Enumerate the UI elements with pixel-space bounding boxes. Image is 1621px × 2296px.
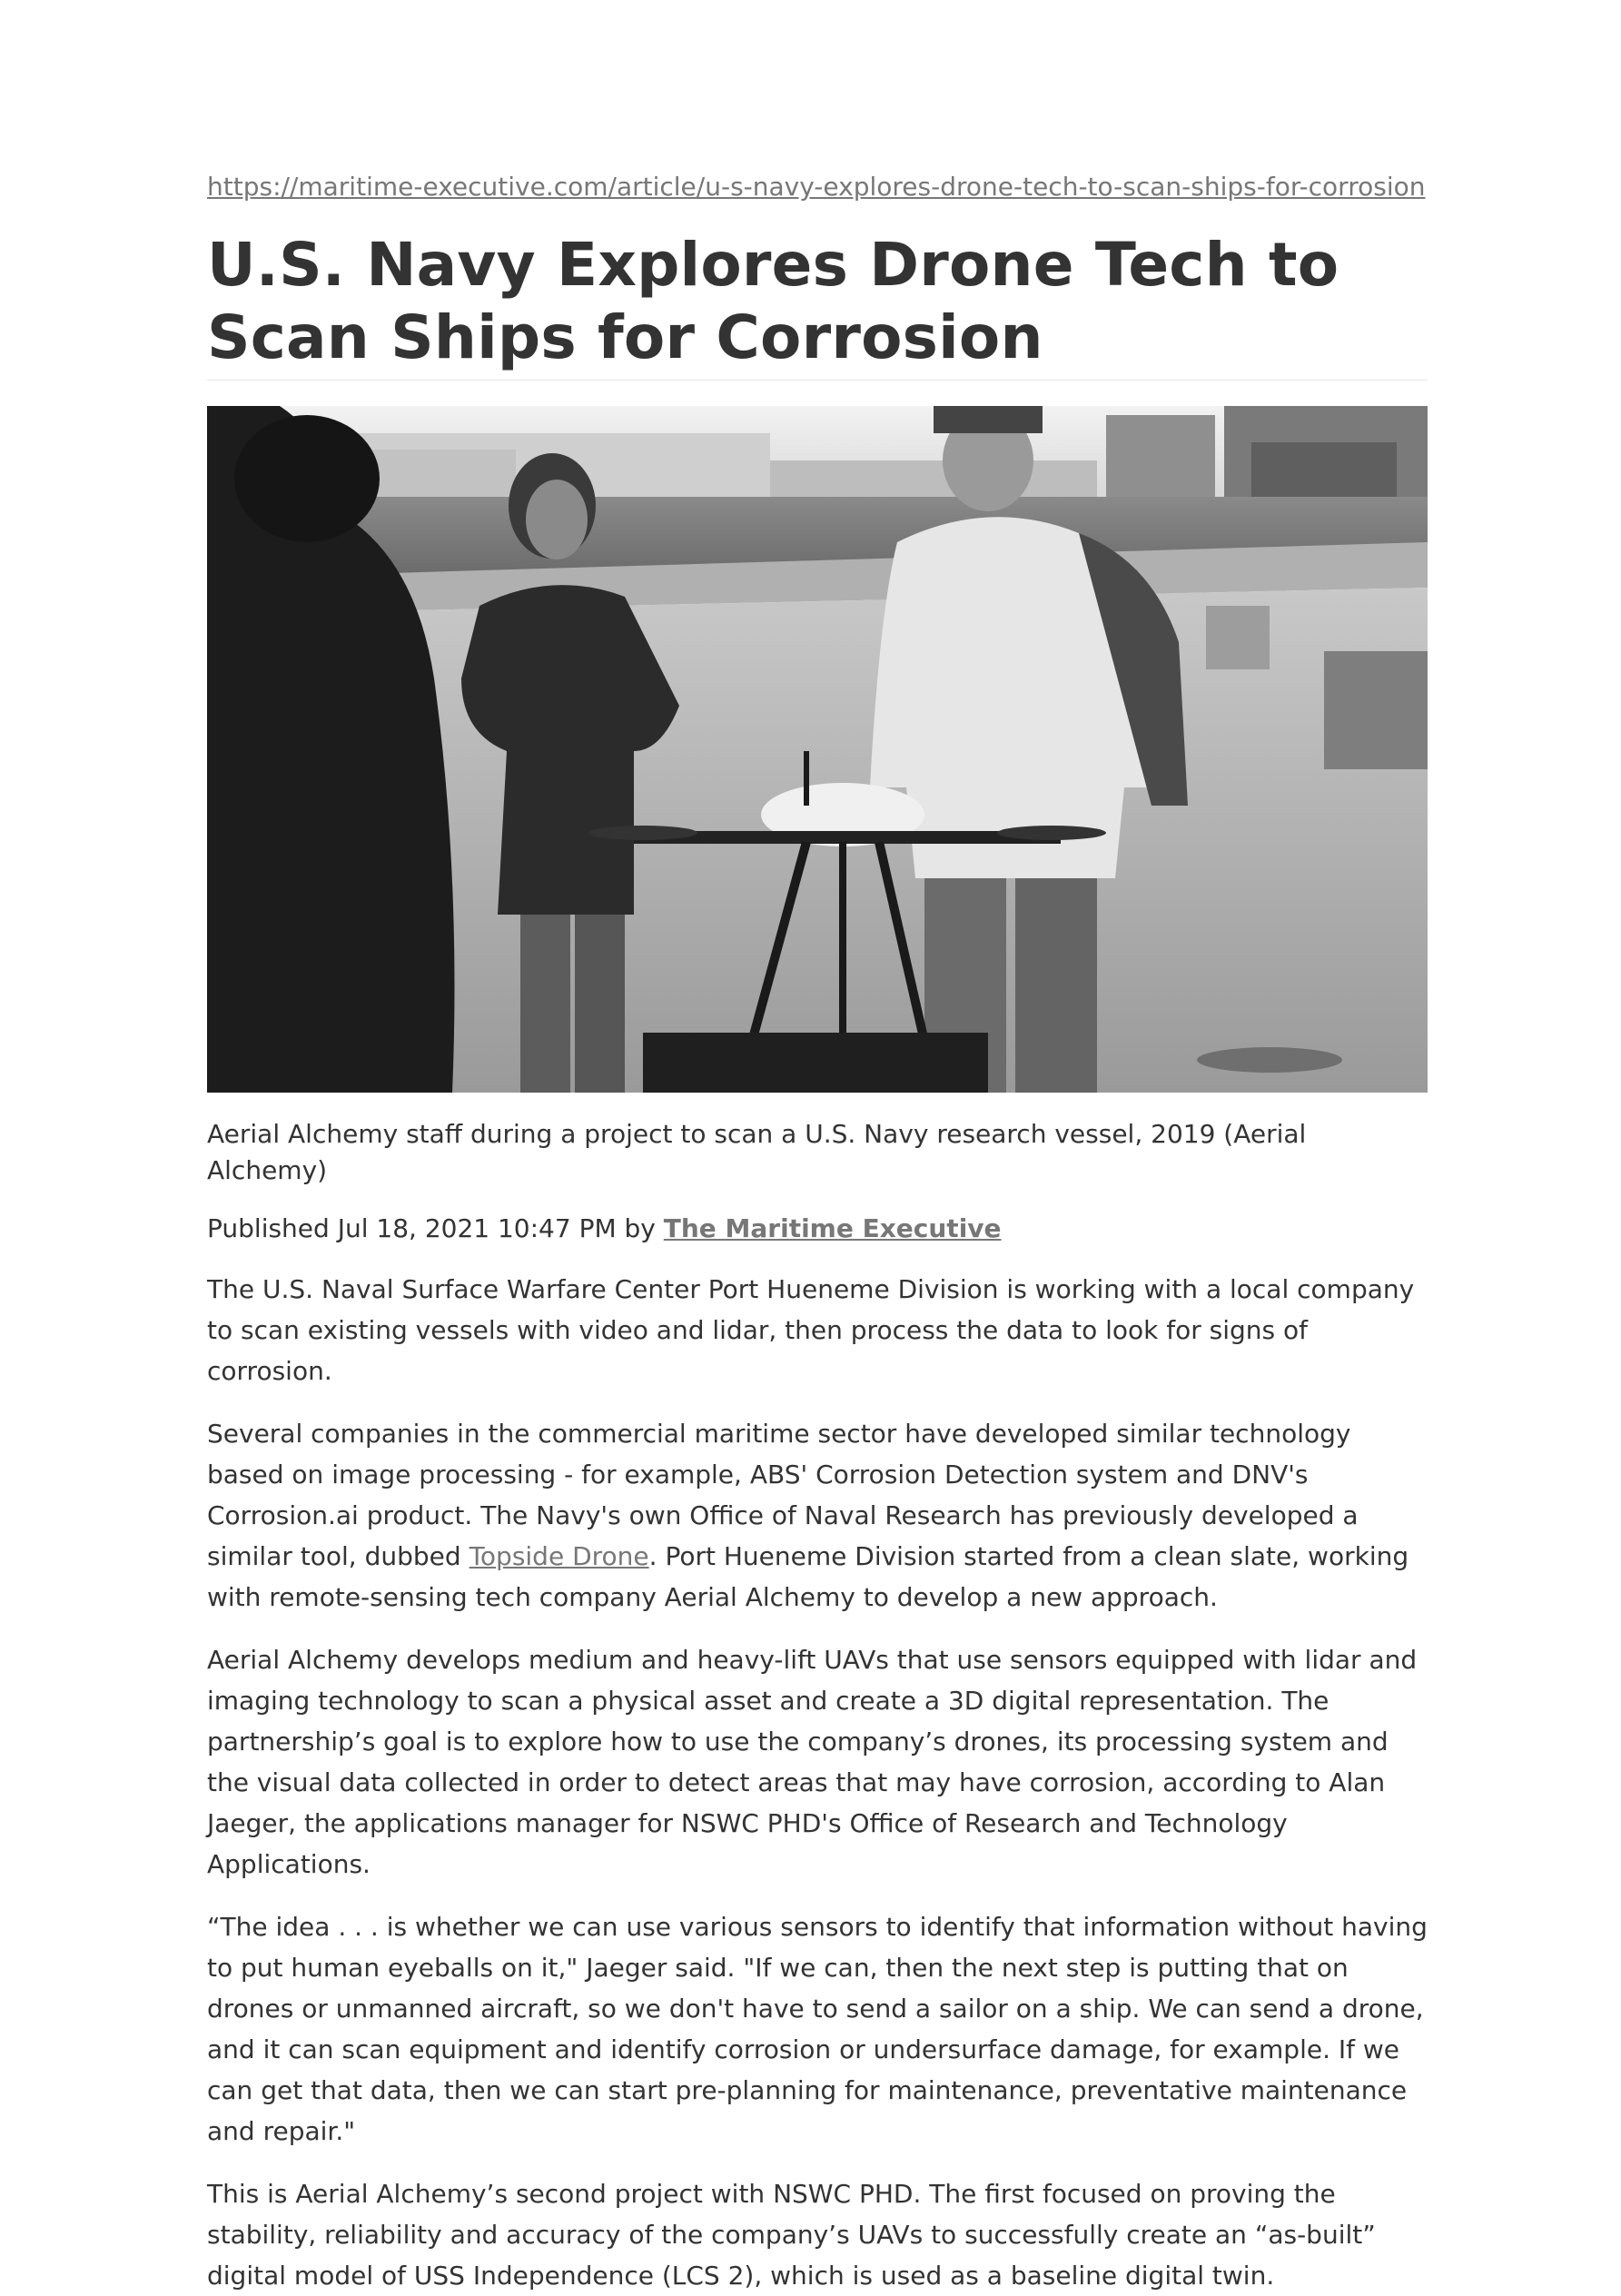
source-url-link[interactable]: https://maritime-executive.com/article/u-s-navy-explores-drone-tech-to-scan-ships-for-corrosion: [207, 172, 1426, 202]
paragraph-1: The U.S. Naval Surface Warfare Center Port Hueneme Division is working with a local company to scan existing vessels with video and lidar, then process the data to look for signs of corrosion.: [207, 1274, 1415, 1386]
paragraph-2: [207, 1413, 1428, 1618]
article-photo: [207, 406, 1428, 1093]
article-title: U.S. Navy Explores Drone Tech to Scan Ships for Corrosion: [207, 229, 1428, 381]
paragraph-3: Aerial Alchemy develops medium and heavy-lift UAVs that use sensors equipped with lidar and imaging technology to scan a physical asset and create a 3D digital representation. The partnership’s goal is to explore how to use the company’s drones, its processing system and the visual data collected in order to detect areas that may have corrosion, according to Alan Jaeger, the applications manager for NSWC PHD's Office of Research and Technology Applications.: [207, 1645, 1418, 1879]
image-caption: Aerial Alchemy staff during a project to scan a U.S. Navy research vessel, 2019 (Aerial Alchemy): [207, 1119, 1307, 1185]
author-link[interactable]: The Maritime Executive: [663, 1213, 1002, 1243]
paragraph-2-text-end: . Port Hueneme Division started from a clean slate, working with remote-sensing tech company Aerial Alchemy to develop a new approach.: [207, 1541, 1409, 1612]
paragraph-4: “The idea . . . is whether we can use various sensors to identify that information without having to put human eyeballs on it," Jaeger said. "If we can, then the next step is putting that on drones or unmanned aircraft, so we don't have to send a sailor on a ship. We can send a drone, and it can scan equipment and identify corrosion or undersurface damage, for example. If we can get that data, then we can start pre-planning for maintenance, preventative maintenance and repair.": [207, 1912, 1428, 2146]
byline: [207, 1211, 1428, 1247]
paragraph-5: This is Aerial Alchemy’s second project with NSWC PHD. The first focused on proving the stability, reliability and accuracy of the company’s UAVs to successfully create an “as-built” digital model of USS Independence (LCS 2), which is used as a baseline digital twin.: [207, 2179, 1376, 2291]
published-date: Published Jul 18, 2021 10:47 PM by: [207, 1213, 664, 1243]
topside-drone-link[interactable]: Topside Drone: [469, 1541, 649, 1571]
paragraph-2-text-start: Several companies in the commercial maritime sector have developed similar technology based on image processing - for example, ABS' Corrosion Detection system and DNV's Corrosion.ai product. The Navy's own Office of Naval Research has previously developed a similar tool, dubbed: [207, 1419, 1359, 1571]
article: [207, 169, 1428, 2296]
